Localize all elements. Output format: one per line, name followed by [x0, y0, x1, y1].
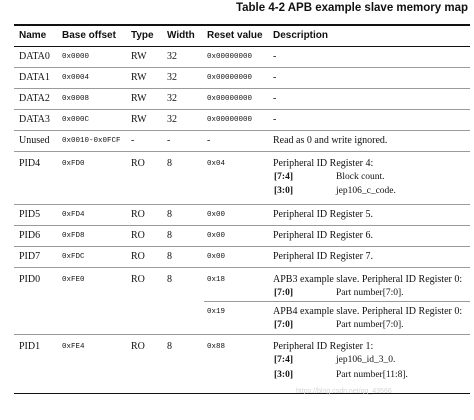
cell-name: PID1 — [19, 341, 41, 352]
table-row — [14, 68, 470, 89]
table-row — [14, 205, 470, 226]
cell-reset: 0x00000000 — [207, 53, 253, 61]
table-caption: Table 4-2 APB example slave memory map — [235, 2, 468, 14]
cell-offset: 0x0000 — [62, 53, 90, 61]
field-bits: [7:0] — [274, 320, 293, 330]
cell-name: PID7 — [19, 251, 41, 262]
header-description: Description — [273, 30, 329, 41]
cell-name: Unused — [19, 135, 50, 146]
cell-offset: 0xFE0 — [62, 276, 85, 284]
header-offset: Base offset — [62, 30, 116, 41]
field-bits: [7:4] — [274, 172, 293, 182]
field-text: jep106_id_3_0. — [336, 355, 396, 365]
table-header — [14, 24, 470, 47]
field-bits: [3:0] — [274, 370, 293, 380]
cell-name: DATA1 — [19, 72, 50, 83]
cell-description: Peripheral ID Register 7. — [273, 251, 373, 262]
table-row — [14, 247, 470, 268]
field-text: Part number[11:8]. — [336, 370, 408, 380]
cell-name: DATA0 — [19, 51, 50, 62]
cell-type: RW — [131, 93, 147, 104]
cell-offset: 0xFDC — [62, 253, 85, 261]
cell-type: RO — [131, 158, 145, 169]
cell-reset: 0x00 — [207, 253, 226, 261]
cell-width: 32 — [167, 93, 177, 104]
cell-type: RW — [131, 72, 147, 83]
cell-reset: 0x00 — [207, 232, 226, 240]
cell-description: - — [273, 93, 277, 104]
field-text: Part number[7:0]. — [336, 288, 404, 298]
cell-type: RO — [131, 341, 145, 352]
cell-reset: 0x00000000 — [207, 116, 253, 124]
cell-offset: 0x0004 — [62, 74, 90, 82]
cell-name: PID5 — [19, 209, 41, 220]
cell-offset: 0xFD8 — [62, 232, 85, 240]
cell-type: RO — [131, 274, 145, 285]
cell-name: DATA2 — [19, 93, 50, 104]
cell-width: 8 — [167, 209, 172, 220]
cell-width: 8 — [167, 341, 172, 352]
table-row — [14, 89, 470, 110]
cell-description: Peripheral ID Register 5. — [273, 209, 373, 220]
cell-name: PID6 — [19, 230, 41, 241]
cell-name: PID4 — [19, 158, 41, 169]
field-text: Part number[7:0]. — [336, 320, 404, 330]
table-row — [14, 47, 470, 68]
table-row — [14, 335, 470, 394]
cell-description: - — [273, 114, 277, 125]
field-bits: [7:4] — [274, 355, 293, 365]
cell-type: RW — [131, 51, 147, 62]
watermark: https://blog.csdn.net/qq_43566 — [296, 388, 392, 395]
cell-width: 32 — [167, 51, 177, 62]
cell-type: RO — [131, 251, 145, 262]
cell-reset-alt: 0x19 — [207, 308, 226, 316]
cell-name: DATA3 — [19, 114, 50, 125]
cell-reset: 0x00000000 — [207, 74, 253, 82]
field-bits: [7:0] — [274, 288, 293, 298]
cell-reset: 0x04 — [207, 160, 226, 168]
header-width: Width — [167, 30, 195, 41]
cell-type: RO — [131, 209, 145, 220]
table-row — [14, 110, 470, 131]
cell-description: APB3 example slave. Peripheral ID Register 0: — [273, 274, 463, 285]
cell-width: - — [167, 135, 171, 146]
cell-width: 32 — [167, 114, 177, 125]
cell-reset: 0x18 — [207, 276, 226, 284]
cell-description: Peripheral ID Register 4: — [273, 158, 374, 169]
cell-width: 32 — [167, 72, 177, 83]
cell-width: 8 — [167, 274, 172, 285]
cell-description: Peripheral ID Register 6. — [273, 230, 373, 241]
cell-type: - — [131, 135, 135, 146]
field-text: jep106_c_code. — [336, 186, 396, 196]
table-row — [14, 226, 470, 247]
table-row — [14, 268, 470, 335]
header-reset: Reset value — [207, 30, 263, 41]
cell-description: - — [273, 72, 277, 83]
cell-offset: 0xFD0 — [62, 160, 85, 168]
cell-name: PID0 — [19, 274, 41, 285]
cell-description: - — [273, 51, 277, 62]
sub-row-divider — [204, 301, 470, 302]
cell-description-alt: APB4 example slave. Peripheral ID Register 0: — [273, 306, 463, 317]
cell-offset: 0x000C — [62, 116, 90, 124]
table-row — [14, 152, 470, 205]
cell-description: Peripheral ID Register 1: — [273, 341, 374, 352]
cell-reset: 0x88 — [207, 343, 226, 351]
cell-width: 8 — [167, 230, 172, 241]
field-bits: [3:0] — [274, 186, 293, 196]
table-row — [14, 131, 470, 152]
cell-reset: 0x00 — [207, 211, 226, 219]
header-name: Name — [19, 30, 47, 41]
cell-type: RO — [131, 230, 145, 241]
cell-width: 8 — [167, 251, 172, 262]
cell-offset: 0xFE4 — [62, 343, 85, 351]
memory-map-table — [14, 24, 470, 394]
cell-type: RW — [131, 114, 147, 125]
cell-reset: - — [207, 135, 211, 146]
cell-offset: 0x0008 — [62, 95, 90, 103]
cell-width: 8 — [167, 158, 172, 169]
cell-description: Read as 0 and write ignored. — [273, 135, 388, 146]
cell-offset: 0x0010-0x0FCF — [62, 137, 121, 145]
cell-offset: 0xFD4 — [62, 211, 85, 219]
cell-reset: 0x00000000 — [207, 95, 253, 103]
field-text: Block count. — [336, 172, 385, 182]
header-type: Type — [131, 30, 154, 41]
